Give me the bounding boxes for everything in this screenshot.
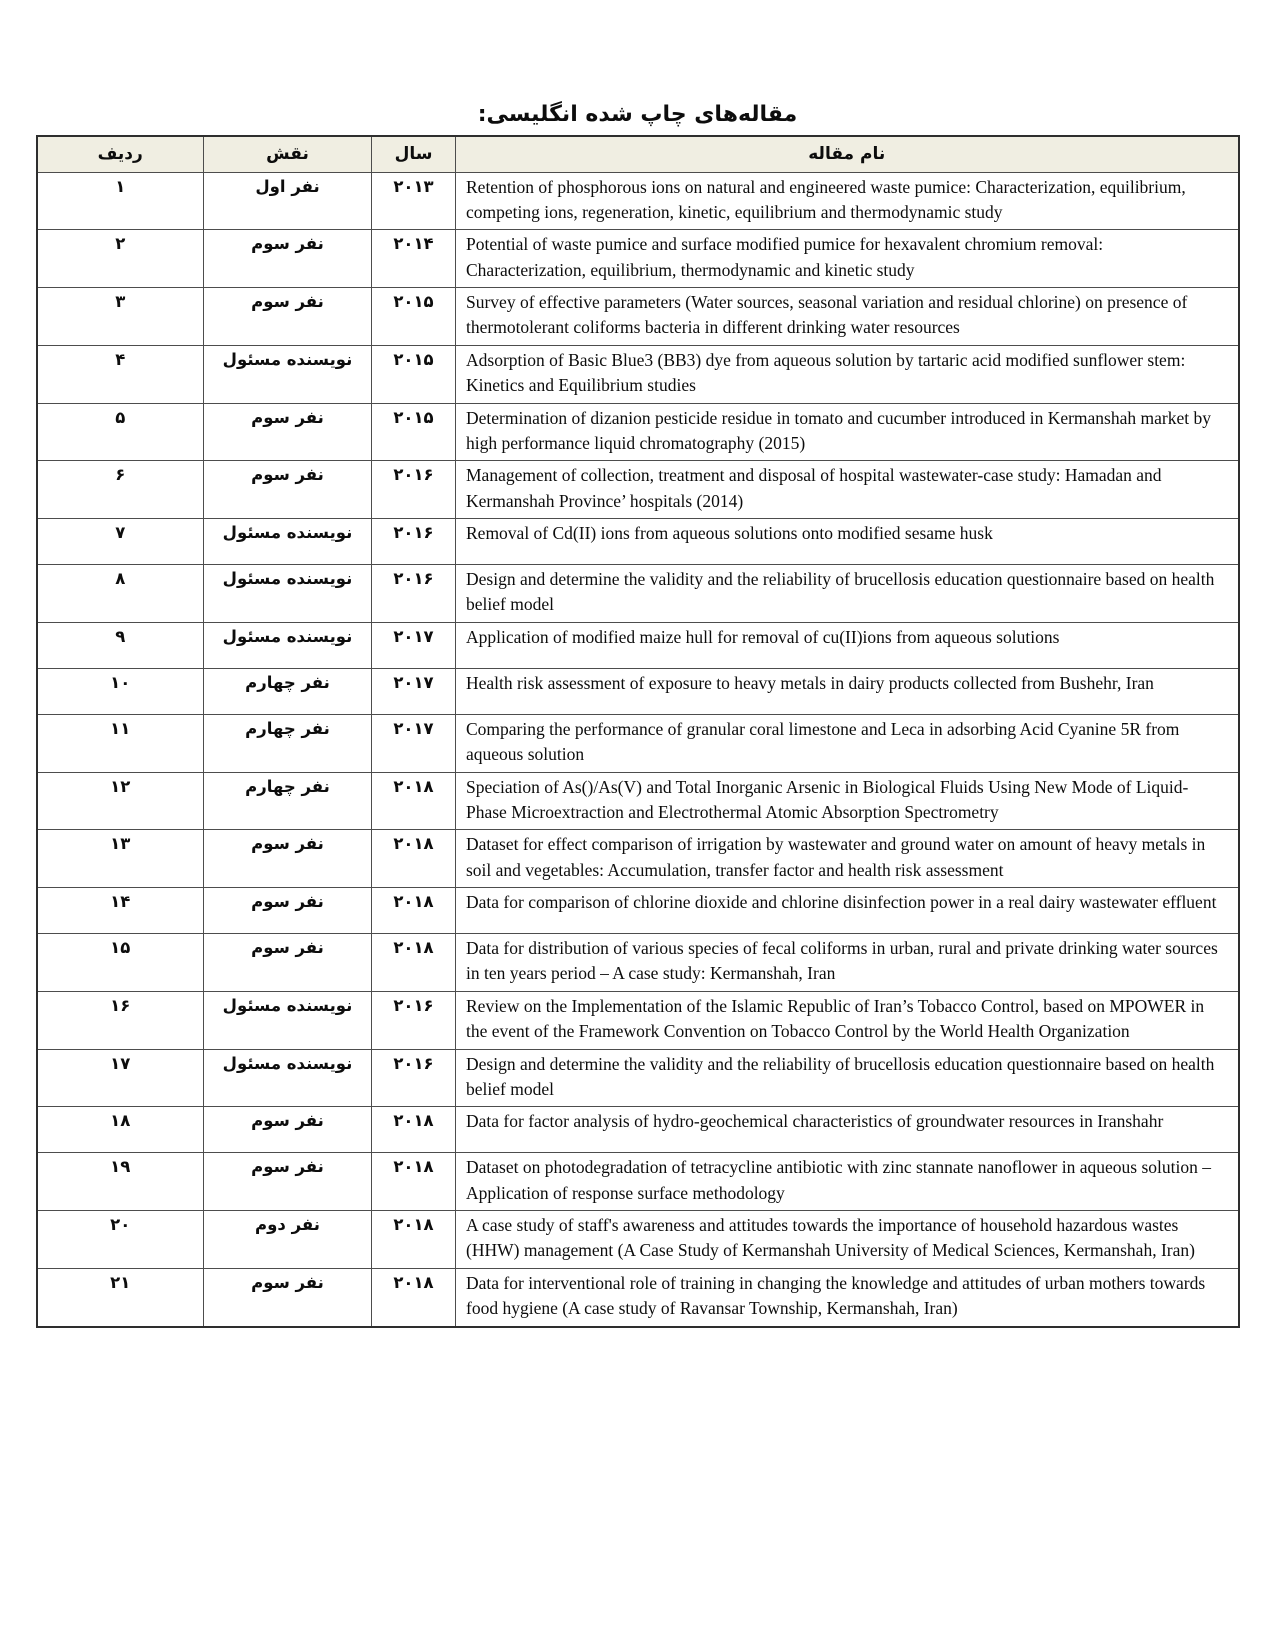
author-role-cell: نفر سوم [204, 888, 372, 934]
table-row [37, 888, 1239, 934]
table-row [37, 1268, 1239, 1326]
table-row [37, 288, 1239, 346]
publication-year-cell: ۲۰۱۵ [372, 288, 456, 346]
author-role-cell: نفر سوم [204, 403, 372, 461]
article-title-cell: Health risk assessment of exposure to heavy metals in dairy products collected from Bushehr, Iran [456, 668, 1239, 714]
publication-year-cell: ۲۰۱۴ [372, 230, 456, 288]
publication-year-cell: ۲۰۱۶ [372, 461, 456, 519]
row-number-cell: ۱ [37, 172, 204, 230]
table-header-row [37, 136, 1239, 172]
publication-year-cell: ۲۰۱۸ [372, 888, 456, 934]
row-number-cell: ۱۸ [37, 1107, 204, 1153]
article-title-cell: Dataset for effect comparison of irrigation by wastewater and ground water on amount of heavy metals in soil and vegetables: Accumulation, transfer factor and health risk assessment [456, 830, 1239, 888]
publication-year-cell: ۲۰۱۸ [372, 830, 456, 888]
author-role-cell: نویسنده مسئول [204, 1049, 372, 1107]
author-role-cell: نفر اول [204, 172, 372, 230]
row-number-cell: ۲۰ [37, 1211, 204, 1269]
author-role-cell: نویسنده مسئول [204, 622, 372, 668]
table-row [37, 1211, 1239, 1269]
article-title-cell: Design and determine the validity and the reliability of brucellosis education questionnaire based on health belief model [456, 565, 1239, 623]
author-role-cell: نفر سوم [204, 461, 372, 519]
publication-year-cell: ۲۰۱۸ [372, 934, 456, 992]
publication-year-cell: ۲۰۱۵ [372, 345, 456, 403]
table-row [37, 172, 1239, 230]
author-role-cell: نفر سوم [204, 1268, 372, 1326]
author-role-cell: نفر سوم [204, 230, 372, 288]
publications-table [36, 135, 1240, 1328]
row-number-cell: ۱۲ [37, 772, 204, 830]
article-title-cell: Data for interventional role of training in changing the knowledge and attitudes of urban mothers towards food hygiene (A case study of Ravansar Township, Kermanshah, Iran) [456, 1268, 1239, 1326]
table-row [37, 461, 1239, 519]
row-number-cell: ۶ [37, 461, 204, 519]
table-row [37, 772, 1239, 830]
row-number-cell: ۱۴ [37, 888, 204, 934]
table-row [37, 830, 1239, 888]
column-header-year: سال [372, 136, 456, 172]
table-row [37, 934, 1239, 992]
column-header-role: نقش [204, 136, 372, 172]
author-role-cell: نفر سوم [204, 288, 372, 346]
article-title-cell: Application of modified maize hull for removal of cu(II)ions from aqueous solutions [456, 622, 1239, 668]
publication-year-cell: ۲۰۱۳ [372, 172, 456, 230]
table-row [37, 565, 1239, 623]
article-title-cell: Retention of phosphorous ions on natural and engineered waste pumice: Characterization, equilibrium, competing ions, regeneration, kinetic, equilibrium and thermodynamic study [456, 172, 1239, 230]
author-role-cell: نفر سوم [204, 1153, 372, 1211]
table-row [37, 714, 1239, 772]
article-title-cell: Data for comparison of chlorine dioxide and chlorine disinfection power in a real dairy wastewater effluent [456, 888, 1239, 934]
row-number-cell: ۱۰ [37, 668, 204, 714]
page-title: مقاله‌های چاپ شده انگلیسی: [477, 102, 798, 127]
table-row [37, 345, 1239, 403]
article-title-cell: Removal of Cd(II) ions from aqueous solutions onto modified sesame husk [456, 519, 1239, 565]
author-role-cell: نفر سوم [204, 1107, 372, 1153]
publication-year-cell: ۲۰۱۶ [372, 519, 456, 565]
publication-year-cell: ۲۰۱۶ [372, 565, 456, 623]
publication-year-cell: ۲۰۱۸ [372, 1211, 456, 1269]
row-number-cell: ۳ [37, 288, 204, 346]
author-role-cell: نفر دوم [204, 1211, 372, 1269]
article-title-cell: Design and determine the validity and the reliability of brucellosis education questionnaire based on health belief model [456, 1049, 1239, 1107]
author-role-cell: نویسنده مسئول [204, 565, 372, 623]
article-title-cell: Dataset on photodegradation of tetracycline antibiotic with zinc stannate nanoflower in aqueous solution – Application of response surface methodology [456, 1153, 1239, 1211]
row-number-cell: ۵ [37, 403, 204, 461]
row-number-cell: ۴ [37, 345, 204, 403]
table-row [37, 668, 1239, 714]
author-role-cell: نفر چهارم [204, 772, 372, 830]
row-number-cell: ۱۶ [37, 991, 204, 1049]
article-title-cell: Data for factor analysis of hydro-geochemical characteristics of groundwater resources in Iranshahr [456, 1107, 1239, 1153]
article-title-cell: Adsorption of Basic Blue3 (BB3) dye from aqueous solution by tartaric acid modified sunflower stem: Kinetics and Equilibrium studies [456, 345, 1239, 403]
table-row [37, 1107, 1239, 1153]
row-number-cell: ۲۱ [37, 1268, 204, 1326]
table-row [37, 230, 1239, 288]
publication-year-cell: ۲۰۱۷ [372, 668, 456, 714]
table-row [37, 991, 1239, 1049]
table-row [37, 403, 1239, 461]
author-role-cell: نفر سوم [204, 934, 372, 992]
row-number-cell: ۱۱ [37, 714, 204, 772]
article-title-cell: Determination of dizanion pesticide residue in tomato and cucumber introduced in Kermanshah market by high performance liquid chromatography (2015) [456, 403, 1239, 461]
publication-year-cell: ۲۰۱۸ [372, 1107, 456, 1153]
table-row [37, 1153, 1239, 1211]
publication-year-cell: ۲۰۱۸ [372, 1268, 456, 1326]
author-role-cell: نویسنده مسئول [204, 345, 372, 403]
article-title-cell: Speciation of As()/As(V) and Total Inorganic Arsenic in Biological Fluids Using New Mode of Liquid-Phase Microextraction and Electrothermal Atomic Absorption Spectrometry [456, 772, 1239, 830]
article-title-cell: Review on the Implementation of the Islamic Republic of Iran’s Tobacco Control, based on MPOWER in the event of the Framework Convention on Tobacco Control by the World Health Organization [456, 991, 1239, 1049]
publication-year-cell: ۲۰۱۷ [372, 622, 456, 668]
table-row [37, 1049, 1239, 1107]
author-role-cell: نویسنده مسئول [204, 991, 372, 1049]
publication-year-cell: ۲۰۱۶ [372, 991, 456, 1049]
row-number-cell: ۹ [37, 622, 204, 668]
column-header-article: نام مقاله [456, 136, 1239, 172]
article-title-cell: Potential of waste pumice and surface modified pumice for hexavalent chromium removal: Characterization, equilibrium, thermodynamic and kinetic study [456, 230, 1239, 288]
table-row [37, 519, 1239, 565]
article-title-cell: A case study of staff's awareness and attitudes towards the importance of household hazardous wastes (HHW) management (A Case Study of Kermanshah University of Medical Sciences, Kermanshah, Iran) [456, 1211, 1239, 1269]
row-number-cell: ۱۷ [37, 1049, 204, 1107]
article-title-cell: Data for distribution of various species of fecal coliforms in urban, rural and private drinking water sources in ten years period – A case study: Kermanshah, Iran [456, 934, 1239, 992]
publication-year-cell: ۲۰۱۵ [372, 403, 456, 461]
row-number-cell: ۱۹ [37, 1153, 204, 1211]
author-role-cell: نفر چهارم [204, 714, 372, 772]
author-role-cell: نویسنده مسئول [204, 519, 372, 565]
publication-year-cell: ۲۰۱۷ [372, 714, 456, 772]
table-row [37, 622, 1239, 668]
publications-table-body [37, 172, 1239, 1327]
column-header-row-number: ردیف [37, 136, 204, 172]
author-role-cell: نفر چهارم [204, 668, 372, 714]
row-number-cell: ۲ [37, 230, 204, 288]
row-number-cell: ۱۳ [37, 830, 204, 888]
article-title-cell: Survey of effective parameters (Water sources, seasonal variation and residual chlorine) on presence of thermotolerant coliforms bacteria in different drinking water resources [456, 288, 1239, 346]
author-role-cell: نفر سوم [204, 830, 372, 888]
article-title-cell: Management of collection, treatment and disposal of hospital wastewater-case study: Hamadan and Kermanshah Province’ hospitals (2014) [456, 461, 1239, 519]
row-number-cell: ۱۵ [37, 934, 204, 992]
publication-year-cell: ۲۰۱۸ [372, 1153, 456, 1211]
publication-year-cell: ۲۰۱۶ [372, 1049, 456, 1107]
row-number-cell: ۷ [37, 519, 204, 565]
article-title-cell: Comparing the performance of granular coral limestone and Leca in adsorbing Acid Cyanine 5R from aqueous solution [456, 714, 1239, 772]
row-number-cell: ۸ [37, 565, 204, 623]
publication-year-cell: ۲۰۱۸ [372, 772, 456, 830]
